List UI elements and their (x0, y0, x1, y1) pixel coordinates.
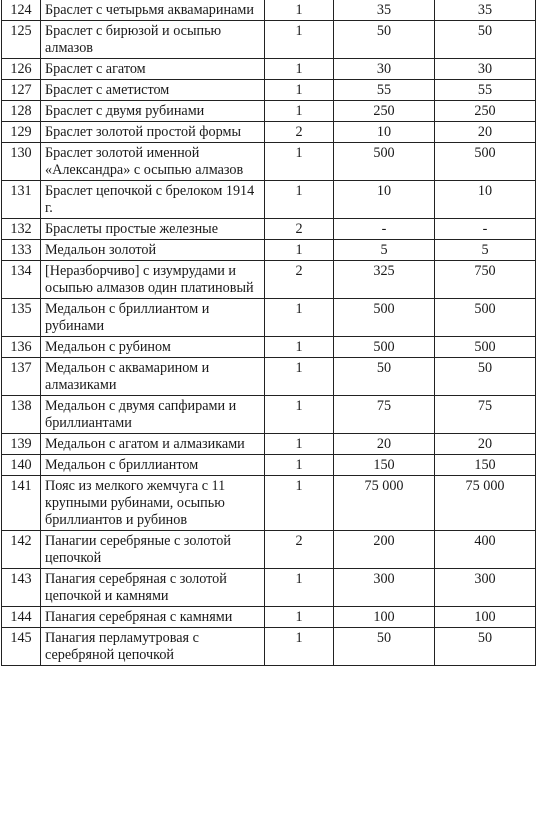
item-total: 250 (435, 101, 536, 122)
table-row (2, 219, 536, 240)
item-price: 75 000 (334, 476, 435, 531)
item-total: 300 (435, 569, 536, 607)
table-row (2, 628, 536, 666)
item-name: Медальон с аквамарином и алмазиками (41, 358, 265, 396)
item-quantity: 1 (265, 337, 334, 358)
item-total: 10 (435, 181, 536, 219)
item-price: 75 (334, 396, 435, 434)
item-quantity: 1 (265, 240, 334, 261)
item-total: 500 (435, 299, 536, 337)
table-row (2, 59, 536, 80)
inventory-table (1, 0, 536, 666)
item-quantity: 1 (265, 181, 334, 219)
item-number: 139 (2, 434, 41, 455)
item-price: 10 (334, 122, 435, 143)
item-total: 75 (435, 396, 536, 434)
item-total: 400 (435, 531, 536, 569)
item-name: Браслеты простые железные (41, 219, 265, 240)
item-quantity: 1 (265, 396, 334, 434)
item-number: 136 (2, 337, 41, 358)
item-name: Медальон с рубином (41, 337, 265, 358)
item-number: 137 (2, 358, 41, 396)
table-row (2, 358, 536, 396)
item-total: 55 (435, 80, 536, 101)
item-price: 50 (334, 358, 435, 396)
item-total: 150 (435, 455, 536, 476)
table-row (2, 569, 536, 607)
item-name: Браслет с аметистом (41, 80, 265, 101)
table-row (2, 21, 536, 59)
item-name: Браслет с четырьмя аквамаринами (41, 0, 265, 21)
item-number: 142 (2, 531, 41, 569)
item-total: 20 (435, 122, 536, 143)
table-row (2, 181, 536, 219)
item-number: 127 (2, 80, 41, 101)
item-total: 30 (435, 59, 536, 80)
item-quantity: 1 (265, 628, 334, 666)
item-quantity: 1 (265, 299, 334, 337)
table-row (2, 531, 536, 569)
item-price: 300 (334, 569, 435, 607)
item-name: Панагия серебряная с камнями (41, 607, 265, 628)
item-name: Браслет с бирюзой и осыпью алмазов (41, 21, 265, 59)
item-number: 138 (2, 396, 41, 434)
item-total: 75 000 (435, 476, 536, 531)
table-row (2, 143, 536, 181)
item-total: 500 (435, 143, 536, 181)
item-price: 55 (334, 80, 435, 101)
item-number: 129 (2, 122, 41, 143)
item-name: Медальон с бриллиантом и рубинами (41, 299, 265, 337)
table-row (2, 240, 536, 261)
table-row (2, 476, 536, 531)
item-name: Панагия серебряная с золотой цепочкой и камнями (41, 569, 265, 607)
item-name: Браслет цепочкой с брелоком 1914 г. (41, 181, 265, 219)
item-number: 130 (2, 143, 41, 181)
item-number: 125 (2, 21, 41, 59)
item-price: 100 (334, 607, 435, 628)
item-name: [Неразборчиво] с изумрудами и осыпью алмазов один платиновый (41, 261, 265, 299)
item-price: 35 (334, 0, 435, 21)
item-total: 50 (435, 21, 536, 59)
item-price: 20 (334, 434, 435, 455)
item-price: 30 (334, 59, 435, 80)
item-quantity: 2 (265, 122, 334, 143)
item-name: Браслет золотой простой формы (41, 122, 265, 143)
item-total: 20 (435, 434, 536, 455)
item-name: Пояс из мелкого жемчуга с 11 крупными рубинами, осыпью бриллиантов и рубинов (41, 476, 265, 531)
item-quantity: 1 (265, 0, 334, 21)
item-price: 325 (334, 261, 435, 299)
table-row (2, 434, 536, 455)
item-total: 35 (435, 0, 536, 21)
item-number: 143 (2, 569, 41, 607)
table-row (2, 80, 536, 101)
item-number: 128 (2, 101, 41, 122)
item-name: Браслет золотой именной «Александра» с осыпью алмазов (41, 143, 265, 181)
item-number: 131 (2, 181, 41, 219)
item-quantity: 1 (265, 358, 334, 396)
item-price: 500 (334, 337, 435, 358)
table-row (2, 299, 536, 337)
table-row (2, 396, 536, 434)
item-name: Медальон с бриллиантом (41, 455, 265, 476)
item-quantity: 2 (265, 531, 334, 569)
item-name: Браслет с агатом (41, 59, 265, 80)
item-number: 140 (2, 455, 41, 476)
item-price: 150 (334, 455, 435, 476)
item-total: 500 (435, 337, 536, 358)
item-price: 50 (334, 628, 435, 666)
item-name: Медальон золотой (41, 240, 265, 261)
inventory-table-body (2, 0, 536, 666)
item-quantity: 1 (265, 80, 334, 101)
item-total: 750 (435, 261, 536, 299)
table-row (2, 455, 536, 476)
item-number: 133 (2, 240, 41, 261)
item-name: Панагии серебряные с золотой цепочкой (41, 531, 265, 569)
item-name: Медальон с двумя сапфирами и бриллиантами (41, 396, 265, 434)
item-price: - (334, 219, 435, 240)
item-number: 144 (2, 607, 41, 628)
item-total: 50 (435, 628, 536, 666)
item-price: 500 (334, 143, 435, 181)
table-row (2, 607, 536, 628)
table-row (2, 261, 536, 299)
table-row (2, 101, 536, 122)
item-total: - (435, 219, 536, 240)
item-quantity: 1 (265, 59, 334, 80)
item-name: Браслет с двумя рубинами (41, 101, 265, 122)
item-price: 50 (334, 21, 435, 59)
item-quantity: 1 (265, 101, 334, 122)
item-number: 134 (2, 261, 41, 299)
item-quantity: 2 (265, 219, 334, 240)
item-quantity: 1 (265, 143, 334, 181)
item-quantity: 1 (265, 455, 334, 476)
item-quantity: 1 (265, 569, 334, 607)
item-number: 132 (2, 219, 41, 240)
item-name: Медальон с агатом и алмазиками (41, 434, 265, 455)
item-total: 50 (435, 358, 536, 396)
table-row (2, 337, 536, 358)
item-quantity: 1 (265, 434, 334, 455)
table-row (2, 122, 536, 143)
item-price: 250 (334, 101, 435, 122)
item-price: 500 (334, 299, 435, 337)
item-quantity: 1 (265, 21, 334, 59)
item-number: 126 (2, 59, 41, 80)
item-number: 135 (2, 299, 41, 337)
item-total: 5 (435, 240, 536, 261)
item-price: 200 (334, 531, 435, 569)
item-quantity: 1 (265, 476, 334, 531)
table-row (2, 0, 536, 21)
item-number: 145 (2, 628, 41, 666)
item-quantity: 1 (265, 607, 334, 628)
item-number: 141 (2, 476, 41, 531)
item-price: 5 (334, 240, 435, 261)
item-name: Панагия перламутровая с серебряной цепочкой (41, 628, 265, 666)
item-number: 124 (2, 0, 41, 21)
item-quantity: 2 (265, 261, 334, 299)
item-total: 100 (435, 607, 536, 628)
item-price: 10 (334, 181, 435, 219)
